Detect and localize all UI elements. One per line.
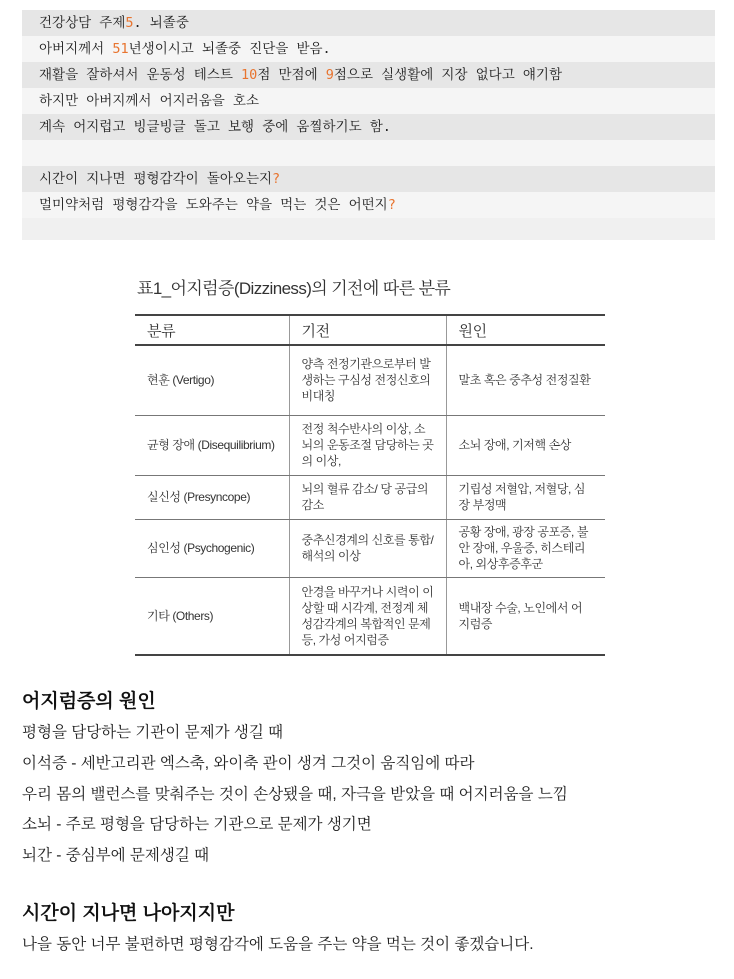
cell-cause: 공황 장애, 광장 공포증, 불안 장애, 우울증, 히스테리아, 외상후증후군: [446, 519, 605, 577]
cell-category: 현훈 (Vertigo): [135, 345, 289, 415]
body-line: 소뇌 - 주로 평형을 담당하는 기관으로 문제가 생기면: [22, 816, 372, 833]
body-line: 이석증 - 세반고리관 엑스축, 와이축 관이 생겨 그것이 움직임에 따라: [22, 755, 475, 772]
cell-category: 실신성 (Presyncope): [135, 475, 289, 519]
cell-mechanism: 전정 척수반사의 이상, 소뇌의 운동조절 담당하는 곳의 이상,: [289, 415, 446, 475]
line-number: ?: [387, 197, 396, 213]
table-header-row: [135, 315, 605, 345]
body-line: 나을 동안 너무 불편하면 평형감각에 도움을 주는 약을 먹는 것이 좋겠습니다.: [22, 936, 534, 953]
consult-line: [22, 166, 715, 192]
cell-cause: 소뇌 장애, 기저핵 손상: [446, 415, 605, 475]
table-row: [135, 519, 605, 577]
line-text: 아버지께서: [39, 41, 113, 57]
consult-line: [22, 10, 715, 36]
dizziness-table-figure: [135, 272, 605, 656]
line-text: 건강상담 주제: [39, 15, 126, 31]
line-number: ?: [272, 171, 281, 187]
header-category: 분류: [135, 315, 289, 345]
consult-line: [22, 62, 715, 88]
cell-cause: 기립성 저혈압, 저혈당, 심장 부정맥: [446, 475, 605, 519]
cell-cause: 백내장 수술, 노인에서 어지럼증: [446, 577, 605, 655]
line-number: 9: [325, 67, 334, 83]
body-line: 뇌간 - 중심부에 문제생길 때: [22, 847, 210, 864]
line-number: 51: [112, 41, 129, 57]
classification-table: [135, 314, 605, 656]
section-heading-causes: 어지럼증의 원인: [22, 691, 156, 712]
header-cause: 원인: [446, 315, 605, 345]
body-line: 우리 몸의 밸런스를 맞춰주는 것이 손상됐을 때, 자극을 받았을 때 어지러움을 느낌: [22, 786, 568, 803]
line-text: 하지만 아버지께서 어지러움을 호소: [39, 93, 259, 109]
table-row: [135, 415, 605, 475]
cell-category: 기타 (Others): [135, 577, 289, 655]
line-text: 년생이시고 뇌졸중 진단을 받음.: [128, 41, 331, 57]
line-text: . 뇌졸중: [133, 15, 189, 31]
line-text: 재활을 잘하셔서 운동성 테스트: [39, 67, 242, 83]
cell-mechanism: 양측 전정기관으로부터 발생하는 구심성 전정신호의 비대칭: [289, 345, 446, 415]
cell-cause: 말초 혹은 중추성 전정질환: [446, 345, 605, 415]
line-number: 10: [241, 67, 258, 83]
figure-title: 표1_어지럼증(Dizziness)의 기전에 따른 분류: [137, 279, 451, 298]
table-row: [135, 345, 605, 415]
line-text: 시간이 지나면 평형감각이 돌아오는지: [39, 171, 273, 187]
line-text: 점 만점에: [257, 67, 326, 83]
header-mechanism: 기전: [289, 315, 446, 345]
cell-mechanism: 안경을 바꾸거나 시력이 이상할 때 시각계, 전정계 체성감각계의 복합적인 문제 등, 가성 어지럼증: [289, 577, 446, 655]
consult-line: [22, 114, 715, 140]
consult-line: [22, 192, 715, 218]
line-text: 멀미약처럼 평형감각을 도와주는 약을 먹는 것은 어떤지: [39, 197, 388, 213]
cell-mechanism: 중추신경계의 신호를 통합/해석의 이상: [289, 519, 446, 577]
table-row: [135, 475, 605, 519]
line-number: 5: [125, 15, 134, 31]
table-row: [135, 577, 605, 655]
consult-block: [22, 10, 715, 240]
consult-line: [22, 88, 715, 114]
cell-mechanism: 뇌의 혈류 감소/ 당 공급의 감소: [289, 475, 446, 519]
cell-category: 심인성 (Psychogenic): [135, 519, 289, 577]
consult-line: [22, 140, 715, 166]
line-text: 점으로 실생활에 지장 없다고 얘기함: [333, 67, 563, 83]
line-text: 계속 어지럽고 빙글빙글 돌고 보행 중에 움찔하기도 함.: [39, 119, 391, 135]
cell-category: 균형 장애 (Disequilibrium): [135, 415, 289, 475]
body-line: 평형을 담당하는 기관이 문제가 생길 때: [22, 724, 284, 741]
consult-line: [22, 36, 715, 62]
section-heading-recovery: 시간이 지나면 나아지지만: [22, 903, 235, 924]
